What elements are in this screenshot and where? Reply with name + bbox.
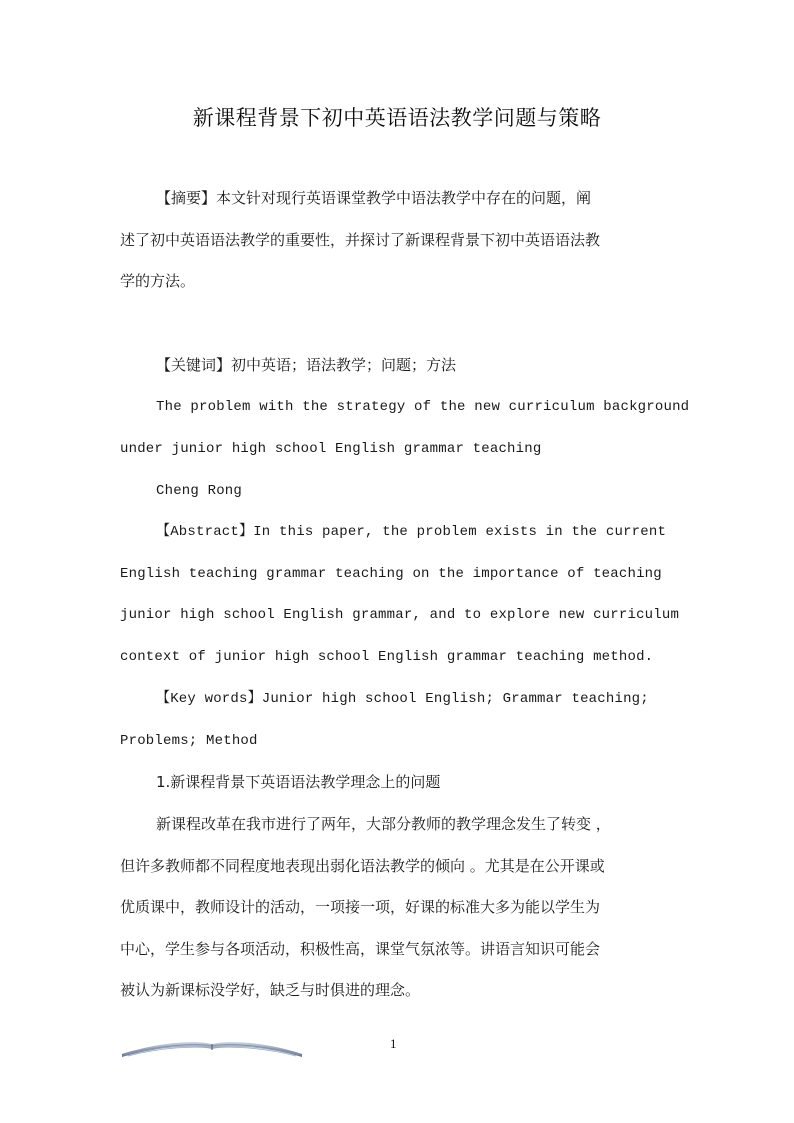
section-body-line: 但许多教师都不同程度地表现出弱化语法教学的倾向 。尤其是在公开课或 (120, 856, 605, 875)
abstract-zh-line: 述了初中英语语法教学的重要性，并探讨了新课程背景下初中英语语法教 (120, 230, 601, 249)
english-title (120, 387, 692, 470)
section-body-line: 优质课中，教师设计的活动，一项接一项，好课的标准大多为能以学生为 (120, 898, 601, 916)
section-body (120, 804, 692, 1012)
abstract-zh-line: 【摘要】本文针对现行英语课堂教学中语法教学中存在的问题，阐 (156, 189, 592, 207)
english-title-line: under junior high school English grammar teaching (120, 440, 542, 457)
abstract-zh-line: 学的方法。 (120, 272, 196, 290)
keywords-en-line: 【Key words】Junior high school English; Grammar teaching; (156, 691, 649, 707)
page-number: 1 (390, 1036, 397, 1051)
keywords-zh: 【关键词】初中英语；语法教学；问题；方法 (156, 356, 457, 374)
author-name: Cheng Rong (156, 483, 243, 499)
keywords-en (120, 679, 692, 762)
abstract-en-line: 【Abstract】In this paper, the problem exists in the current (156, 524, 667, 540)
section-heading: 1.新课程背景下英语语法教学理念上的问题 (156, 773, 441, 791)
abstract-en-line: context of junior high school English grammar teaching method. (120, 648, 654, 665)
abstract-en (120, 512, 692, 678)
book-logo-icon (120, 1034, 304, 1060)
keywords-en-line: Problems; Method (120, 732, 258, 749)
document-title: 新课程背景下初中英语语法教学问题与策略 (192, 106, 602, 130)
section-body-line: 新课程改革在我市进行了两年，大部分教师的教学理念发生了转变 ， (156, 815, 611, 833)
abstract-en-line: English teaching grammar teaching on the importance of teaching (120, 565, 662, 582)
section-body-line: 中心，学生参与各项活动，积极性高，课堂气氛浓等。讲语言知识可能会 (120, 939, 601, 958)
abstract-en-line: junior high school English grammar, and to explore new curriculum (120, 607, 680, 623)
section-body-line: 被认为新课标没学好，缺乏与时俱进的理念。 (120, 981, 421, 999)
abstract-zh (120, 178, 692, 303)
english-title-line: The problem with the strategy of the new curriculum background (156, 399, 690, 415)
